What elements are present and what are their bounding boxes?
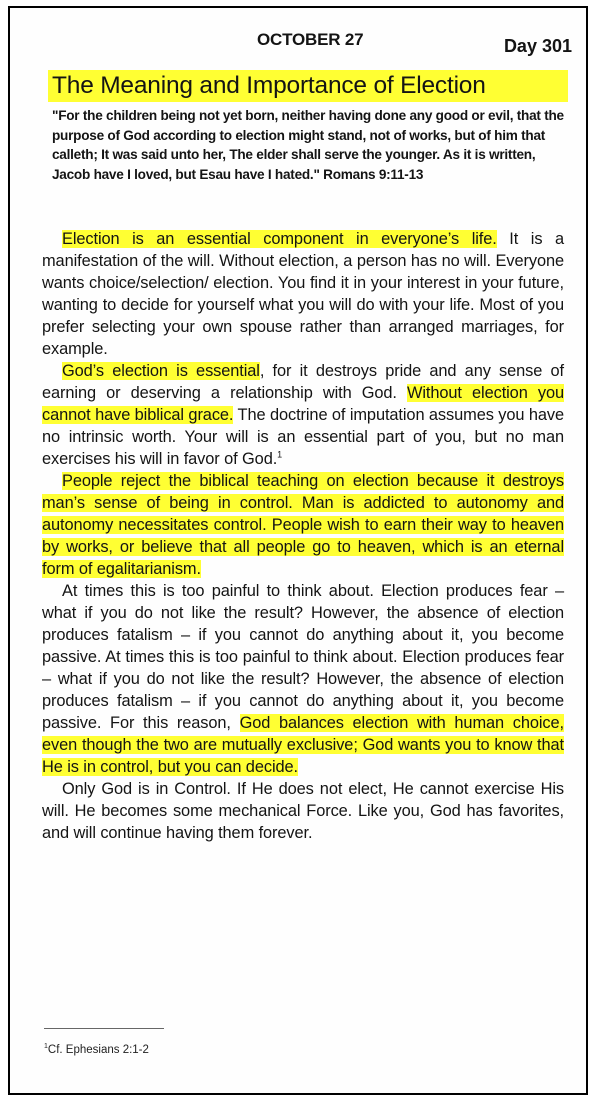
paragraph-text: , for it destroys pride and any sense of earning or deserving a relationship with God. [42, 362, 564, 402]
highlighted-text: Election is an essential component in everyone’s life. [62, 230, 497, 248]
footnote-number: 1 [44, 1043, 48, 1051]
footnote-reference: 1 [277, 449, 283, 460]
highlighted-text: Without election you cannot have biblical grace. [42, 384, 564, 424]
paragraph-text: Only God is in Control. If He does not elect, He cannot exercise His will. He becomes some mechanical Force. Like you, God has favorites, and will continue having them forever. [42, 780, 564, 842]
paragraph-1 [42, 228, 564, 360]
header-day-number: Day 301 [503, 36, 572, 56]
paragraph-4 [42, 580, 564, 778]
paragraph-text: The doctrine of imputation assumes you have no intrinsic worth. Your will is an essential part of you, but no man exercises his will in favor of God. [42, 406, 564, 468]
paragraph-3 [42, 470, 564, 580]
devotional-page [8, 6, 588, 1095]
highlighted-text: God balances election with human choice, even though the two are mutually exclusive; God wants you to know that He is in control, but you can decide. [42, 714, 564, 776]
page-title: The Meaning and Importance of Election [48, 70, 568, 102]
paragraph-2 [42, 360, 564, 470]
scripture-quote: "For the children being not yet born, neither having done any good or evil, that the purpose of God according to election might stand, not of works, but of him that calleth; It was said unto her, The elder shall serve the younger. As it is written, Jacob have I loved, but Esau have I hated." Romans 9:11-13 [52, 108, 564, 182]
footnote [44, 1044, 149, 1056]
header-date: OCTOBER 27 [257, 30, 364, 49]
highlighted-text: God’s election is essential [62, 362, 260, 380]
footnote-divider [44, 1028, 164, 1029]
paragraph-text: At times this is too painful to think about. Election produces fear – what if you do not like the result? However, the absence of election produces fatalism – if you cannot do anything about it, you become passive. At times this is too painful to think about. Election produces fear – what if you do not like the result? However, the absence of election produces fatalism – if you cannot do anything about it, you become passive. For this reason, [42, 582, 564, 732]
footnote-text: Cf. Ephesians 2:1-2 [47, 1044, 149, 1056]
body-text [42, 228, 564, 844]
paragraph-5 [42, 778, 564, 844]
highlighted-text: People reject the biblical teaching on election because it destroys man’s sense of being in control. Man is addicted to autonomy and autonomy necessitates control. People wish to earn their way to heaven by works, or believe that all people go to heaven, which is an eternal form of egalitarianism. [42, 472, 564, 578]
paragraph-text: It is a manifestation of the will. Without election, a person has no will. Everyone wants choice/selection/ election. You find it in your interest in your future, wanting to decide for yourself what you will do with your life. Most of you prefer selecting your own spouse rather than arranged marriages, for example. [42, 230, 564, 358]
